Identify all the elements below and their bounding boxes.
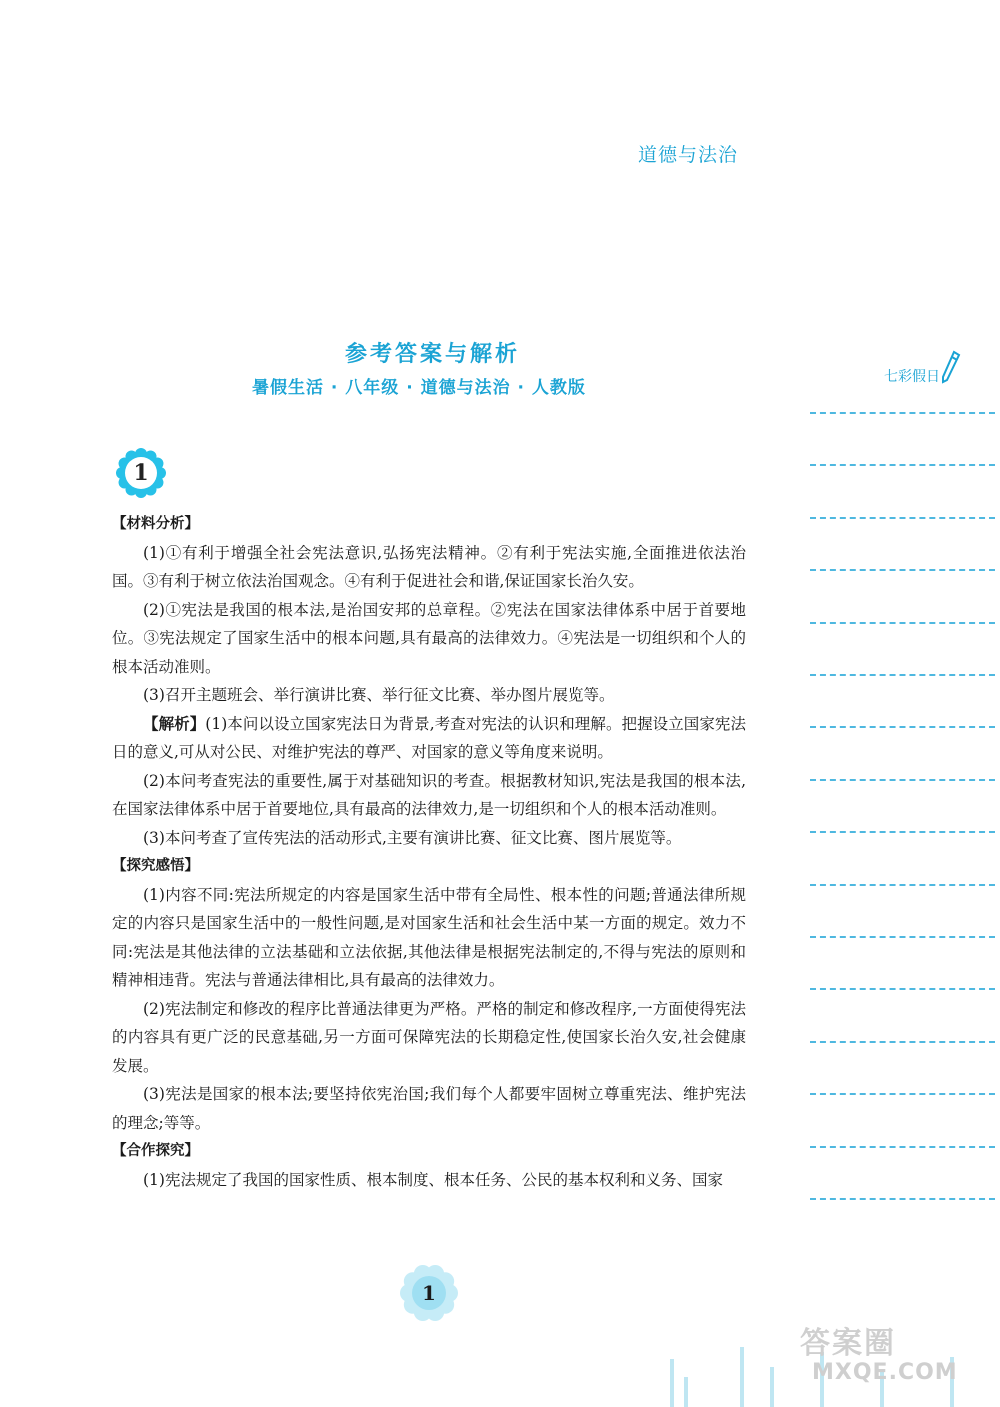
answer-paragraph [112,824,746,853]
paragraph-text: (2)本问考查宪法的重要性,属于对基础知识的考查。根据教材知识,宪法是我国的根本法,在国家法律体系中居于首要地位,具有最高的法律效力,是一切组织和个人的根本活动准则。 [112,771,746,818]
note-line [810,884,995,886]
watermark-url: MXQE.COM [812,1360,958,1385]
note-line [810,988,995,990]
answer-paragraph [112,767,746,824]
note-line [810,517,995,519]
watermark [800,1318,990,1398]
answer-paragraph [112,1080,746,1137]
paragraph-text: (3)宪法是国家的根本法;要坚持依宪治国;我们每个人都要牢固树立尊重宪法、维护宪法的理念;等等。 [112,1085,746,1132]
note-line [810,412,995,414]
pen-icon [938,350,962,384]
paragraph-text: (3)召开主题班会、举行演讲比赛、举行征文比赛、举办图片展览等。 [143,686,615,704]
answer-paragraph [112,681,746,710]
note-line [810,674,995,676]
section-heading: 【探究感悟】 [112,858,199,874]
paragraph-text: (2)①宪法是我国的根本法,是治国安邦的总章程。②宪法在国家法律体系中居于首要地位。③宪法规定了国家生活中的根本问题,具有最高的法律效力。④宪法是一切组织和个人的根本活动准则。 [112,600,746,676]
answer-paragraph [112,1166,746,1195]
page-subtitle: 暑假生活 · 八年级 · 道德与法治 · 人教版 [252,378,586,398]
answer-paragraph [112,710,746,767]
note-line [810,1146,995,1148]
page-number: 1 [422,1281,436,1305]
answer-content [112,510,746,1194]
note-line [810,831,995,833]
paragraph-text: (3)本问考查了宣传宪法的活动形式,主要有演讲比赛、征文比赛、图片展览等。 [143,828,682,847]
note-line [810,1198,995,1200]
page-number-badge [398,1262,460,1324]
paragraph-text: (1)内容不同:宪法所规定的内容是国家生活中带有全局性、根本性的问题;普通法律所规定的内容只是国家生活中的一般性问题,是对国家生活和社会生活中某一方面的规定。效力不同:宪法是其他法律的立法基础和立法依据,其他法律是根据宪法制定的,不得与宪法的原则和精神相违背。宪法与普通法律相比,具有最高的法律效力。 [112,885,746,989]
paragraph-text: (1)本问以设立国家宪法日为背景,考查对宪法的认识和理解。把握设立国家宪法日的意义,可从对公民、对维护宪法的尊严、对国家的意义等角度来说明。 [112,714,746,761]
answer-paragraph [112,596,746,682]
note-line [810,1041,995,1043]
paragraph-text: (2)宪法制定和修改的程序比普通法律更为严格。严格的制定和修改程序,一方面使得宪法的内容具有更广泛的民意基础,另一方面可保障宪法的长期稳定性,使国家长治久安,社会健康发展。 [112,999,746,1075]
note-line [810,726,995,728]
paragraph-text: (1)宪法规定了我国的国家性质、根本制度、根本任务、公民的基本权利和义务、国家 [143,1170,723,1189]
section-badge [116,448,166,498]
section-heading: 【合作探究】 [112,1143,199,1159]
analysis-label: 【解析】 [143,713,206,733]
note-line [810,1093,995,1095]
brand-label: 七彩假日 [884,369,940,385]
note-line [810,464,995,466]
note-line [810,622,995,624]
note-line [810,569,995,571]
paragraph-text: (1)①有利于增强全社会宪法意识,弘扬宪法精神。②有利于宪法实施,全面推进依法治国。③有利于树立依法治国观念。④有利于促进社会和谐,保证国家长治久安。 [112,543,746,590]
answer-paragraph [112,995,746,1081]
section-number: 1 [133,460,149,486]
watermark-logo: 答案圈 [800,1326,896,1361]
answer-paragraph [112,881,746,995]
section-heading: 【材料分析】 [112,516,199,532]
note-line [810,936,995,938]
answer-paragraph [112,539,746,596]
subject-label: 道德与法治 [638,144,739,166]
note-line [810,779,995,781]
page-title: 参考答案与解析 [345,341,521,367]
